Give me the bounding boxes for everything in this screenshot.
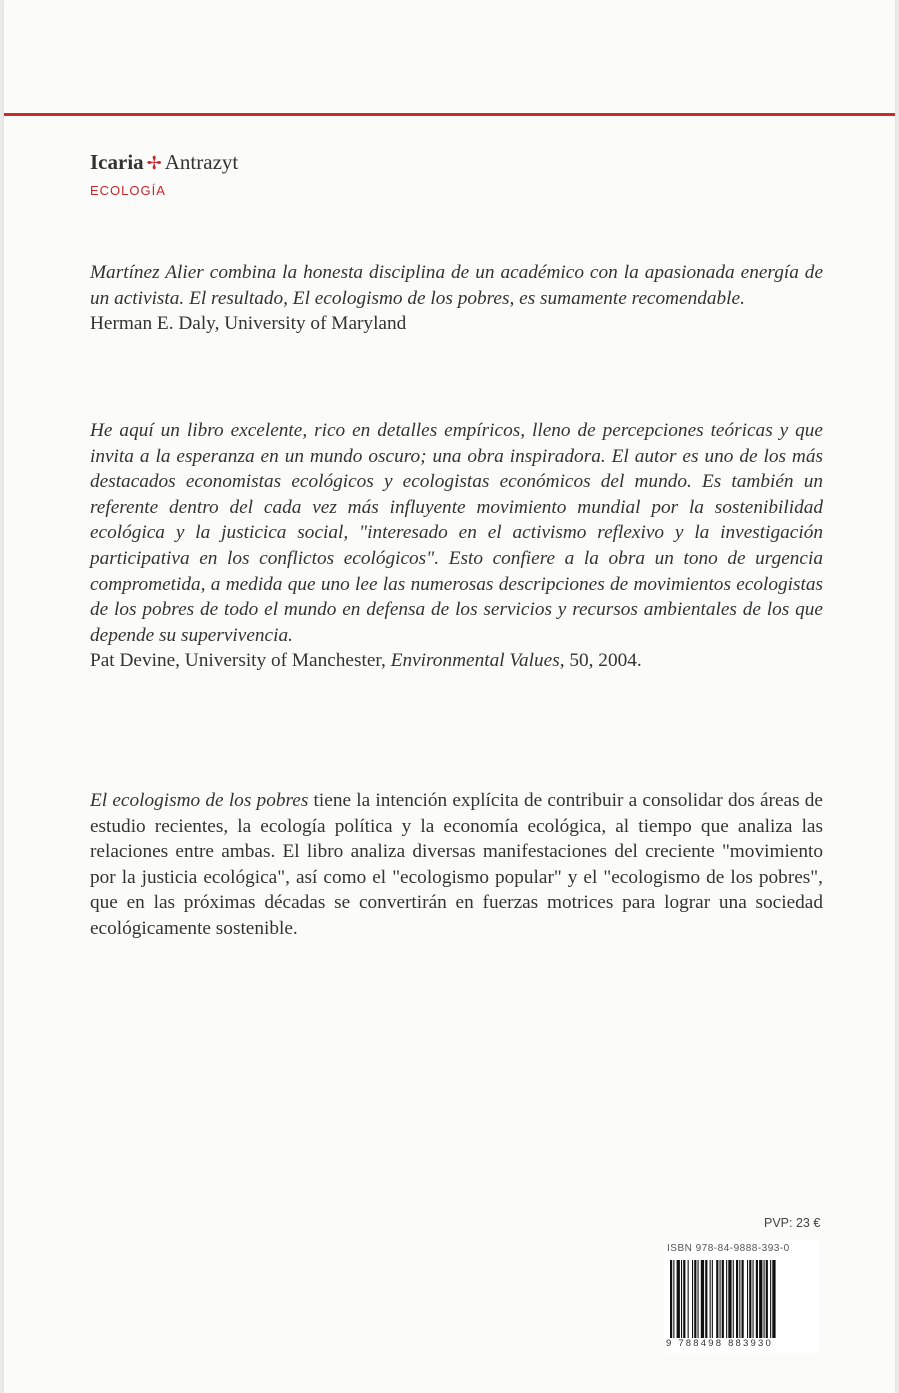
blurb-quote: He aquí un libro excelente, rico en detalles empíricos, lleno de percepciones teóricas y que invita a la esperanza en un mundo oscuro; una obra inspiradora. El autor es uno de los más destacados economistas ecológicos y ecologistas económicos del mundo. Es también un referente dentro del cada vez más influyente movimiento mundial por la sostenibilidad ecológica y la justicica social, "interesado en el activismo reflexivo y la investigación participativa en los conflictos ecológicos". Esto confiere a la obra un tono de urgencia comprometida, a medida que uno lee las numerosas descripciones de movimientos ecologistas de los pobres de todo el mundo en defensa de los servicios y recursos ambientales de los que depende su supervivencia. [90,420,823,646]
blurb-attribution: Herman E. Daly, University of Maryland [90,313,407,335]
publisher-name: Icaria [90,150,144,174]
summary-book-title: El ecologismo de los pobres [90,790,309,811]
book-summary [90,788,823,942]
publisher-logo-icon: ✢ [146,153,162,173]
blurb-daly [90,260,823,337]
blurb-devine [90,418,823,674]
summary-paragraph [90,788,823,942]
blurb-attribution [90,648,823,674]
back-cover [4,0,895,1393]
barcode-digits: 9 788498 883930 [666,1338,773,1349]
imprint-name: Antrazyt [164,150,239,174]
isbn-barcode-box [664,1240,819,1353]
attribution-journal: Environmental Values [390,650,560,672]
red-rule [4,113,895,116]
isbn-label: ISBN 978-84-9888-393-0 [667,1243,790,1254]
attribution-author: Pat Devine, University of Manchester, [90,650,391,672]
blurb-quote: Martínez Alier combina la honesta disciplina de un académico con la apasionada energía de un activista. El resultado, El ecologismo de los pobres, es sumamente recomendable. [90,262,823,309]
barcode-icon [668,1260,814,1338]
attribution-tail: , 50, 2004. [559,650,642,672]
publisher-brand [90,150,238,175]
collection-label: ECOLOGÍA [90,183,166,198]
summary-text: tiene la intención explícita de contribuir a consolidar dos áreas de estudio recientes, la ecología política y la economía ecológica, al tiempo que analiza las relaciones entre ambas. El libro analiza diversas manifestaciones del creciente "movimiento por la justicia ecológica", así como el "ecologismo popular" y el "ecologismo de los pobres", que en las próximas décadas se convertirán en fuerzas motrices para lograr una sociedad ecológicamente sostenible. [90,790,823,939]
price-label: PVP: 23 € [764,1216,821,1230]
